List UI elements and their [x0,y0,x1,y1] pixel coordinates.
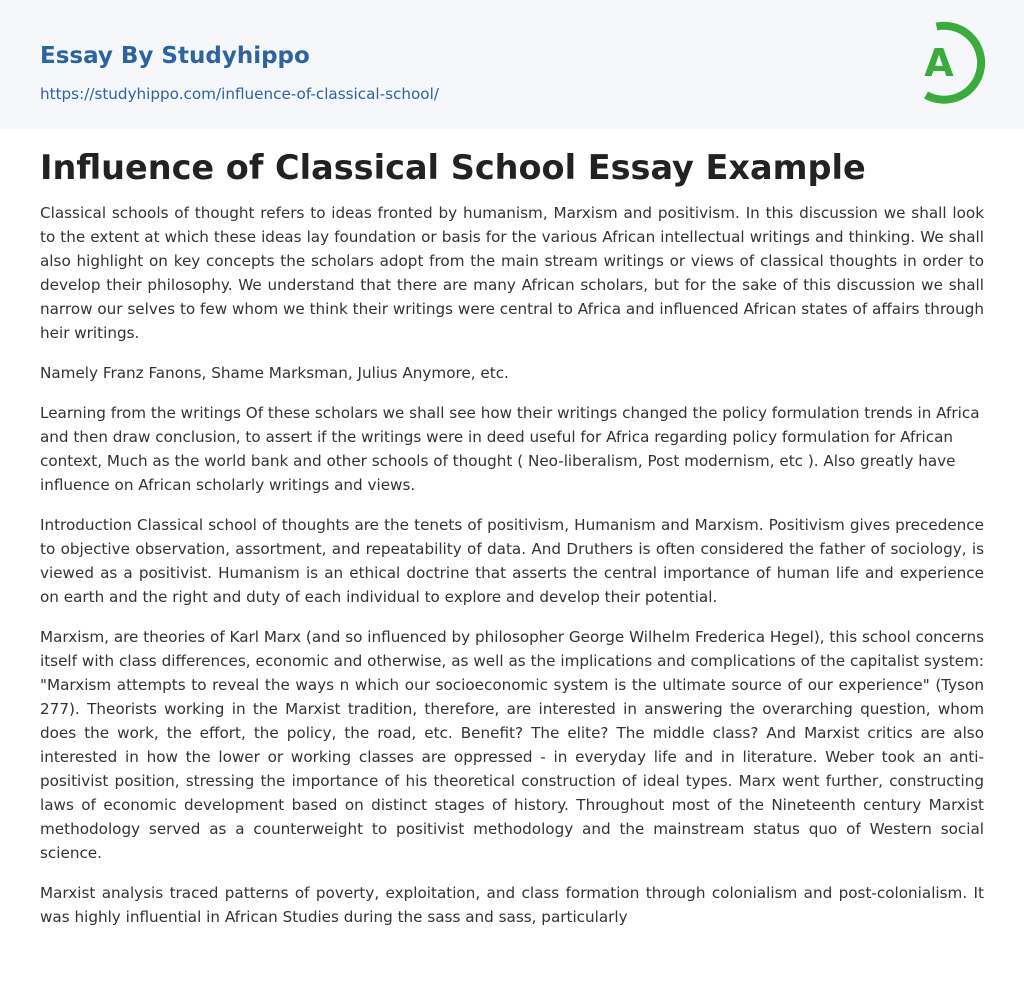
site-header [0,0,1024,129]
page-title: Influence of Classical School Essay Example [40,148,866,187]
source-url-link[interactable]: https://studyhippo.com/influence-of-classical-school/ [40,85,439,103]
paragraph-marxist-analysis: Marxist analysis traced patterns of poverty, exploitation, and class formation through colonialism and post-colonialism. It was highly influential in African Studies during the sass and sass, particularly [40,884,984,926]
paragraph-marxism: Marxism, are theories of Karl Marx (and so influenced by philosopher George Wilhelm Frederica Hegel), this school concerns itself with class differences, economic and otherwise, as well as the implications and complications of the capitalist system: "Marxism attempts to reveal the ways n which our socioeconomic system is the ultimate source of our experience" (Tyson 277). Theorists working in the Marxist tradition, therefore, are interested in answering the overarching question, whom does the work, the effort, the policy, the road, etc. Benefit? The elite? The middle class? And Marxist critics are also interested in how the lower or working classes are oppressed - in everyday life and in literature. Weber took an anti-positivist position, stressing the importance of his theoretical construction of ideal types. Marx went further, constructing laws of economic development based on distinct stages of history. Throughout most of the Nineteenth century Marxist methodology served as a counterweight to positivist methodology and the mainstream status quo of Western social science. [40,628,984,862]
paragraph-intro: Classical schools of thought refers to ideas fronted by humanism, Marxism and positivism. In this discussion we shall look to the extent at which these ideas lay foundation or basis for the various African intellectual writings and thinking. We shall also highlight on key concepts the scholars adopt from the main stream writings or views of classical thoughts in order to develop their philosophy. We understand that there are many African scholars, but for the sake of this discussion we shall narrow our selves to few whom we think their writings were central to Africa and influenced African states of affairs through heir writings. [40,204,984,342]
brand-title: Essay By Studyhippo [40,43,310,69]
logo-letter: A [924,41,954,85]
article-body [40,201,984,929]
paragraph-scholars: Namely Franz Fanons, Shame Marksman, Julius Anymore, etc. [40,364,509,382]
paragraph-introduction: Introduction Classical school of thoughts are the tenets of positivism, Humanism and Marxism. Positivism gives precedence to objective observation, assortment, and repeatability of data. And Druthers is often considered the father of sociology, is viewed as a positivist. Humanism is an ethical doctrine that asserts the central importance of human life and experience on earth and the right and duty of each individual to explore and develop their potential. [40,516,984,606]
studyhippo-logo-icon[interactable] [912,19,986,105]
article [40,145,984,945]
paragraph-learning: Learning from the writings Of these scholars we shall see how their writings changed the policy formulation trends in Africa and then draw conclusion, to assert if the writings were in deed useful for Africa regarding policy formulation for African context, Much as the world bank and other schools of thought ( Neo-liberalism, Post modernism, etc ). Also greatly have influence on African scholarly writings and views. [40,404,980,494]
